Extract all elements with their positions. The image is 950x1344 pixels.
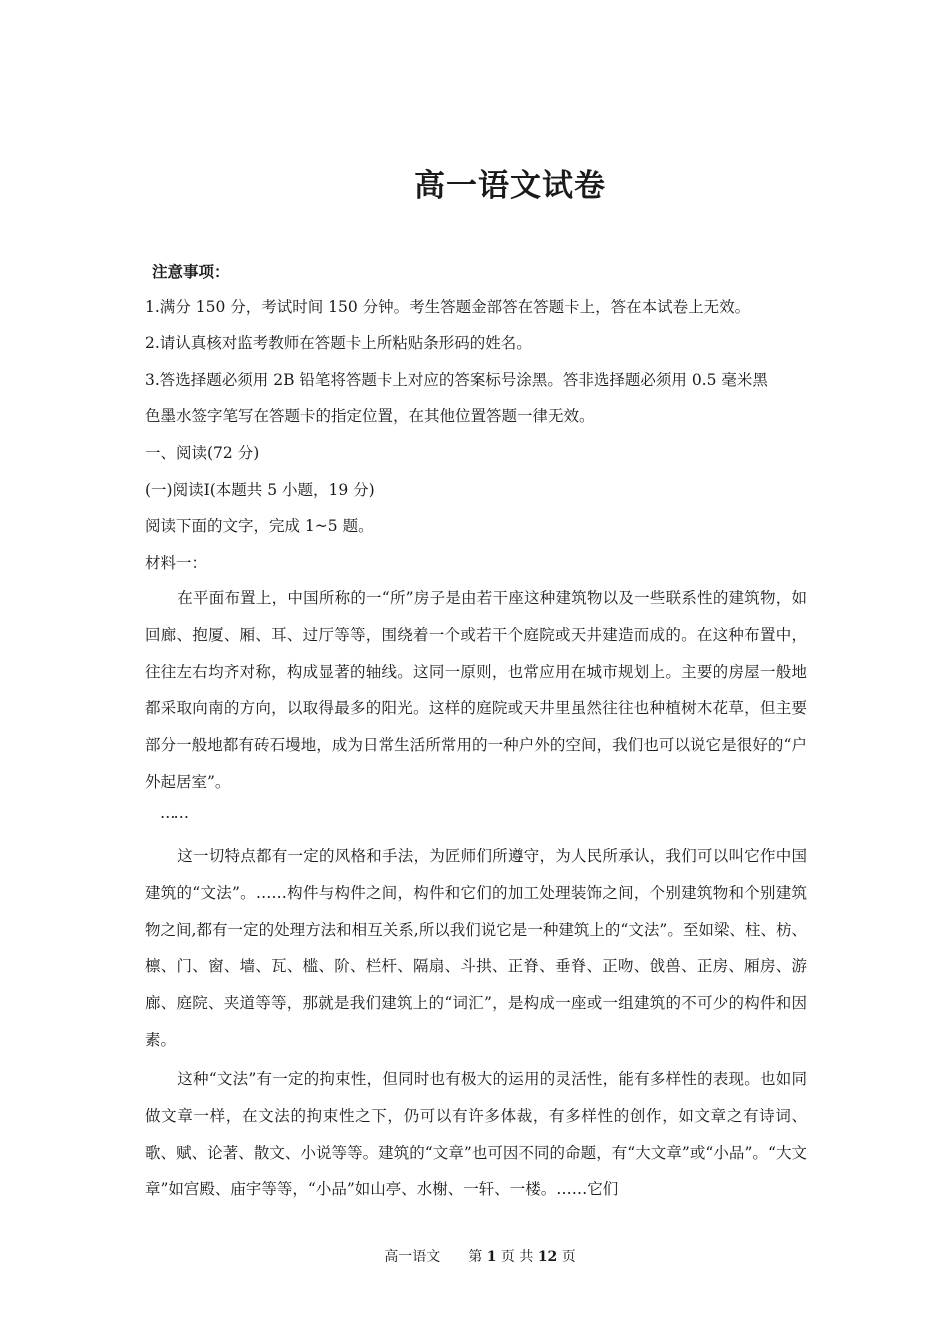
section-heading: 一、阅读(72 分) bbox=[145, 444, 260, 462]
page-footer bbox=[0, 1246, 950, 1266]
notice-item-3: 3.答选择题必须用 2B 铅笔将答题卡上对应的答案标号涂黑。答非选择题必须用 0.5 毫米黑 bbox=[145, 371, 768, 389]
paragraph-1-text: 在平面布置上，中国所称的一“所”房子是由若干座这种建筑物以及一些联系性的建筑物，如回廊、抱厦、厢、耳、过厅等等，围绕着一个或若干个庭院或天井建造而成的。在这种布置中，往往左右均齐对称，构成显著的轴线。这同一原则，也常应用在城市规划上。主要的房屋一般地都采取向南的方向，以取得最多的阳光。这样的庭院或天井里虽然往往也种植树木花草，但主要部分一般地都有砖石墁地，成为日常生活所常用的一种户外的空间，我们也可以说它是很好的“户外起居室”。 bbox=[145, 589, 807, 791]
footer-subject: 高一语文 bbox=[384, 1249, 441, 1265]
footer-page-mid: 页 共 bbox=[500, 1249, 534, 1265]
paragraph-3-text: 这种“文法”有一定的拘束性，但同时也有极大的运用的灵活性，能有多样性的表现。也如同做文章一样，在文法的拘束性之下，仍可以有许多体裁，有多样性的创作，如文章之有诗词、歌、赋、论著、散文、小说等等。建筑的“文章”也可因不同的命题，有“大文章”或“小品”。“大文章”如宫殿、庙宇等等，“小品”如山亭、水榭、一轩、一楼。……它们 bbox=[145, 1070, 807, 1199]
paragraph-3 bbox=[145, 1061, 807, 1208]
footer-page-number: 1 bbox=[486, 1249, 497, 1265]
paragraph-2 bbox=[145, 838, 807, 1059]
paragraph-1 bbox=[145, 580, 807, 801]
paragraph-2-text: 这一切特点都有一定的风格和手法，为匠师们所遵守，为人民所承认，我们可以叫它作中国建筑的“文法”。……构件与构件之间，构件和它们的加工处理装饰之间，个别建筑物和个别建筑物之间,都有一定的处理方法和相互关系,所以我们说它是一种建筑上的“文法”。至如梁、柱、枋、檩、门、窗、墙、瓦、槛、阶、栏杆、隔扇、斗拱、正脊、垂脊、正吻、戗兽、正房、厢房、游廊、庭院、夹道等等，那就是我们建筑上的“词汇”，是构成一座或一组建筑的不可少的构件和因素。 bbox=[145, 847, 807, 1049]
page-title: 高一语文试卷 bbox=[414, 168, 606, 204]
footer-page-prefix: 第 bbox=[468, 1249, 483, 1265]
material-label: 材料一： bbox=[145, 554, 208, 572]
notice-item-1: 1.满分 150 分，考试时间 150 分钟。考生答题金部答在答题卡上，答在本试卷上无效。 bbox=[145, 298, 751, 316]
notice-heading: 注意事项： bbox=[152, 262, 230, 281]
footer-page-suffix: 页 bbox=[561, 1249, 576, 1265]
ellipsis: …… bbox=[160, 804, 187, 822]
notice-item-3-continued: 色墨水签字笔写在答题卡的指定位置，在其他位置答题一律无效。 bbox=[145, 407, 595, 425]
sub-section-heading: (一)阅读Ⅰ(本题共 5 小题，19 分) bbox=[145, 481, 375, 499]
notice-item-2: 2.请认真核对监考教师在答题卡上所粘贴条形码的姓名。 bbox=[145, 334, 532, 352]
footer-total-pages: 12 bbox=[537, 1249, 558, 1265]
instruction: 阅读下面的文字，完成 1~5 题。 bbox=[145, 517, 374, 535]
